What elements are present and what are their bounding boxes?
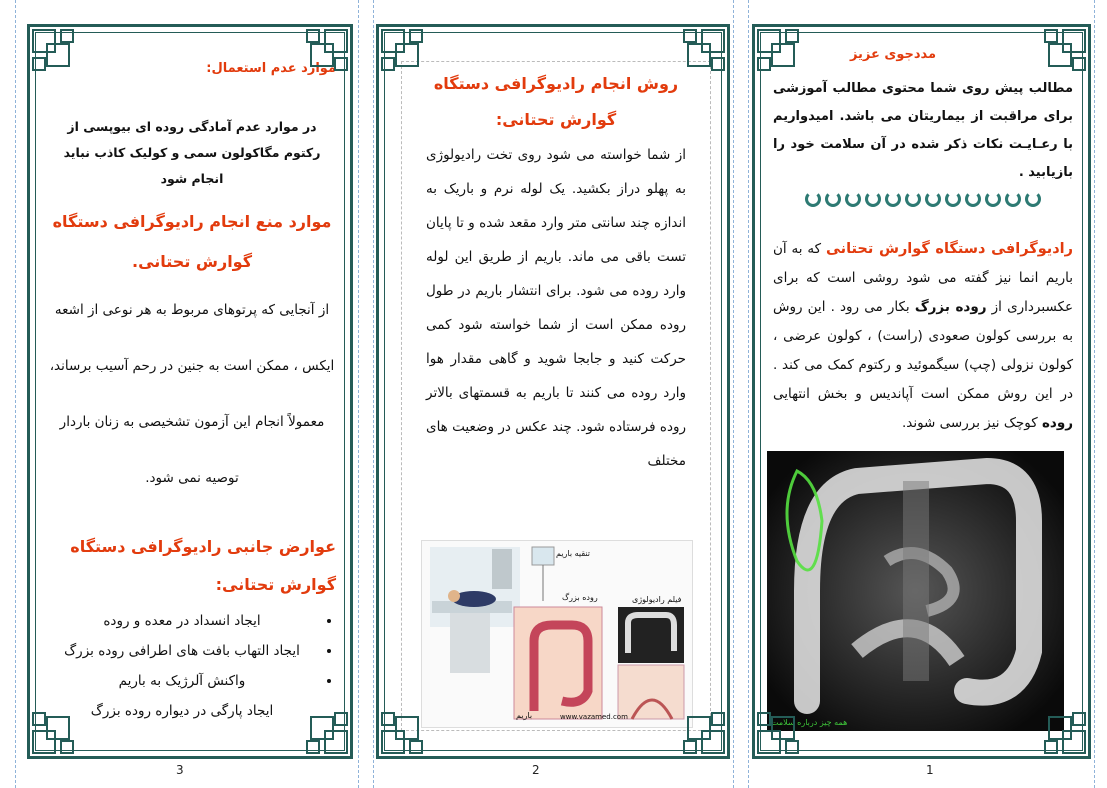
- contra-title: موارد عدم استعمال:: [206, 61, 336, 76]
- colon-xray-image: [767, 451, 1064, 731]
- prohibit-title: موارد منع انجام رادیوگرافی دستگاه گوارش تحتانی.: [52, 212, 332, 271]
- side-effects-title: عوارض جانبی رادیوگرافی دستگاه گوارش تحتانی:: [70, 537, 336, 594]
- list-item: • ایجاد التهاب بافت های اطرافی روده بزرگ: [48, 636, 316, 666]
- method-body: از شما خواسته می شود روی تخت رادیولوژی به پهلو دراز بکشید. یک لوله نرم و باریک به اندازه چند سانتی متر وارد مقعد شده و تا پایان تست باقی می ماند. باریم از طریق این لوله وارد روده می شود. برای انتشار باریم در طول روده ممکن است از شما خواسته شود کمی حرکت کنید و جابجا شوید و گاهی مقدار هوا وارد روده می کنند تا باریم به قسمتهای بالاتر روده فرستاده شود. چند عکس در وضعیت های مختلف: [426, 147, 686, 469]
- corner-ornament: [32, 29, 76, 73]
- list-item: ایجاد پارگی در دیواره روده بزرگ: [90, 703, 274, 719]
- side-effects-list: [48, 606, 336, 726]
- corner-ornament: [681, 710, 725, 754]
- prohibit-text: از آنجایی که پرتوهای مربوط به هر نوعی از اشعه ایکس ، ممکن است به جنین در رحم آسیب برساند، معمولاً انجام این آزمون تشخیصی به زنان باردار توصیه نمی شود.: [49, 302, 335, 486]
- diagram-graphic: [422, 541, 692, 727]
- label-site: www.vazamed.com: [560, 713, 628, 721]
- section-text: بکار می رود . این روش به بررسی کولون صعودی (راست) ، کولون عرضی ، کولون نزولی (چپ) سیگموئید و رکتوم کمک می کند . در این روش ممکن است آپاندیس و بخش انتهایی: [773, 299, 1073, 402]
- barium-enema-diagram: [421, 540, 693, 728]
- corner-ornament: [381, 29, 425, 73]
- corner-ornament: [757, 29, 801, 73]
- xray-graphic: [767, 451, 1064, 731]
- corner-ornament: [304, 29, 348, 73]
- bold-term: روده بزرگ: [914, 299, 987, 315]
- greeting-title: مددجوی عزیز: [849, 47, 937, 62]
- corner-ornament: [1042, 29, 1086, 73]
- page-number: 3: [176, 763, 184, 777]
- xray-caption: همه چیز درباره سلامت: [771, 718, 848, 727]
- section-text: کوچک نیز بررسی شوند.: [901, 415, 1042, 431]
- contra-text: در موارد عدم آمادگی روده ای بیوپسی از رکتوم مگاکولون سمی و کولیک کاذب نباید انجام شود: [63, 119, 321, 186]
- panel-page-1: [752, 24, 1091, 759]
- page-number: 2: [532, 763, 540, 777]
- label-barium: باریم: [516, 711, 533, 720]
- ornament-divider: [773, 191, 1073, 207]
- intro-text: مطالب پیش روی شما محتوی مطالب آموزشی برای مراقبت از بیماریتان می باشد. امیدواریم با رعـایـت نکات ذکر شده در آن سلامت خود را بازیابید .: [773, 81, 1073, 180]
- corner-ornament: [304, 710, 348, 754]
- section-title: رادیوگرافی دستگاه گوارش تحتانی: [825, 241, 1073, 257]
- section-paragraph: [773, 235, 1073, 438]
- panel-page-2: [376, 24, 730, 759]
- label-colon: روده بزرگ: [562, 593, 598, 602]
- method-title: روش انجام رادیوگرافی دستگاه گوارش تحتانی:: [433, 74, 679, 129]
- label-tank: تنقیه باریم: [556, 549, 591, 558]
- list-item: • ایجاد انسداد در معده و روده: [48, 606, 316, 636]
- corner-ornament: [1042, 710, 1086, 754]
- label-film: فیلم رادیولوژی: [632, 595, 682, 604]
- corner-ornament: [757, 710, 801, 754]
- page-number: 1: [926, 763, 934, 777]
- panel-page-3: [27, 24, 353, 759]
- bold-term: روده: [1041, 415, 1073, 431]
- corner-ornament: [381, 710, 425, 754]
- corner-ornament: [681, 29, 725, 73]
- corner-ornament: [32, 710, 76, 754]
- section-text: که به آن باریم انما نیز گفته می شود روشی است که برای عکسبرداری از: [773, 241, 1073, 315]
- list-item: • واکنش آلرژیک به باریم: [48, 666, 316, 696]
